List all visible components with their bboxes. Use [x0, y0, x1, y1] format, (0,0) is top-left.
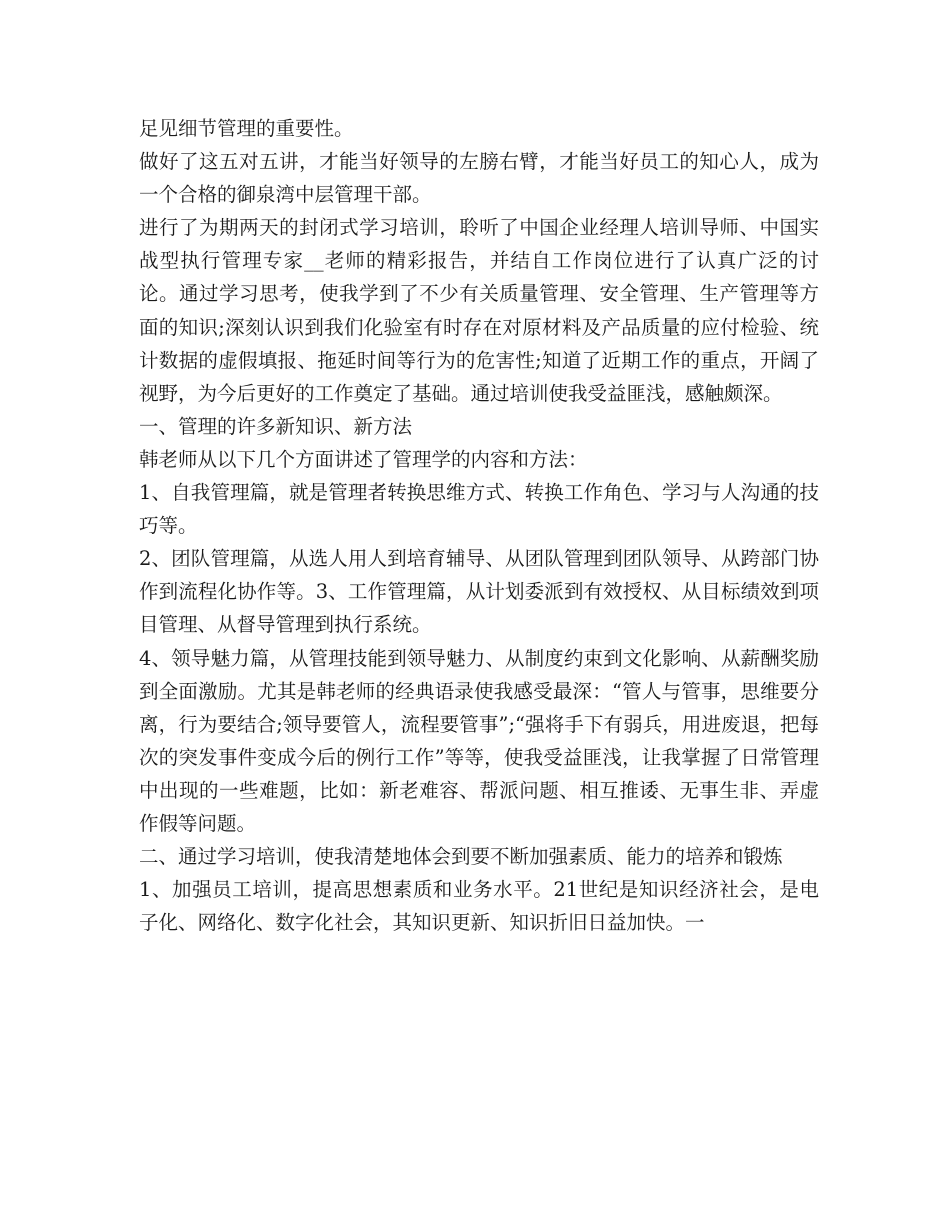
- list-item-4: 4、领导魅力篇，从管理技能到领导魅力、从制度约束到文化影响、从薪酬奖励到全面激励。尤其是韩老师的经典语录使我感受最深：“管人与管事，思维要分离，行为要结合;领导要管人，流程要管事”;“强将手下有弱兵，用进废退，把每次的突发事件变成今后的例行工作”等等，使我受益匪浅，让我掌握了日常管理中出现的一些难题，比如：新老难容、帮派问题、相互推诿、无事生非、弄虚作假等问题。: [139, 646, 819, 835]
- section-heading-1: 一、管理的许多新知识、新方法: [139, 414, 413, 438]
- paragraph-2: 做好了这五对五讲，才能当好领导的左膀右臂，才能当好员工的知心人，成为一个合格的御泉湾中层管理干部。: [139, 150, 819, 207]
- section-heading-2: 二、通过学习培训，使我清楚地体会到要不断加强素质、能力的培养和锻炼: [139, 845, 783, 869]
- paragraph-5: 1、加强员工培训，提高思想素质和业务水平。21世纪是知识经济社会，是电子化、网络化、数字化社会，其知识更新、知识折旧日益加快。一: [139, 878, 819, 935]
- paragraph-4: 韩老师从以下几个方面讲述了管理学的内容和方法：: [139, 447, 588, 471]
- paragraph-1: 足见细节管理的重要性。: [139, 117, 354, 140]
- document-body: [139, 112, 819, 939]
- list-item-2: 2、团队管理篇，从选人用人到培育辅导、从团队管理到团队领导、从跨部门协作到流程化协作等。3、工作管理篇，从计划委派到有效授权、从目标绩效到项目管理、从督导管理到执行系统。: [139, 547, 819, 637]
- paragraph-3: 进行了为期两天的封闭式学习培训，聆听了中国企业经理人培训导师、中国实战型执行管理专家__老师的精彩报告，并结自工作岗位进行了认真广泛的讨论。通过学习思考，使我学到了不少有关质量管理、安全管理、生产管理等方面的知识;深刻认识到我们化验室有时存在对原材料及产品质量的应付检验、统计数据的虚假填报、拖延时间等行为的危害性;知道了近期工作的重点，开阔了视野，为今后更好的工作奠定了基础。通过培训使我受益匪浅，感触颇深。: [139, 216, 819, 405]
- list-item-1: 1、自我管理篇，就是管理者转换思维方式、转换工作角色、学习与人沟通的技巧等。: [139, 481, 819, 538]
